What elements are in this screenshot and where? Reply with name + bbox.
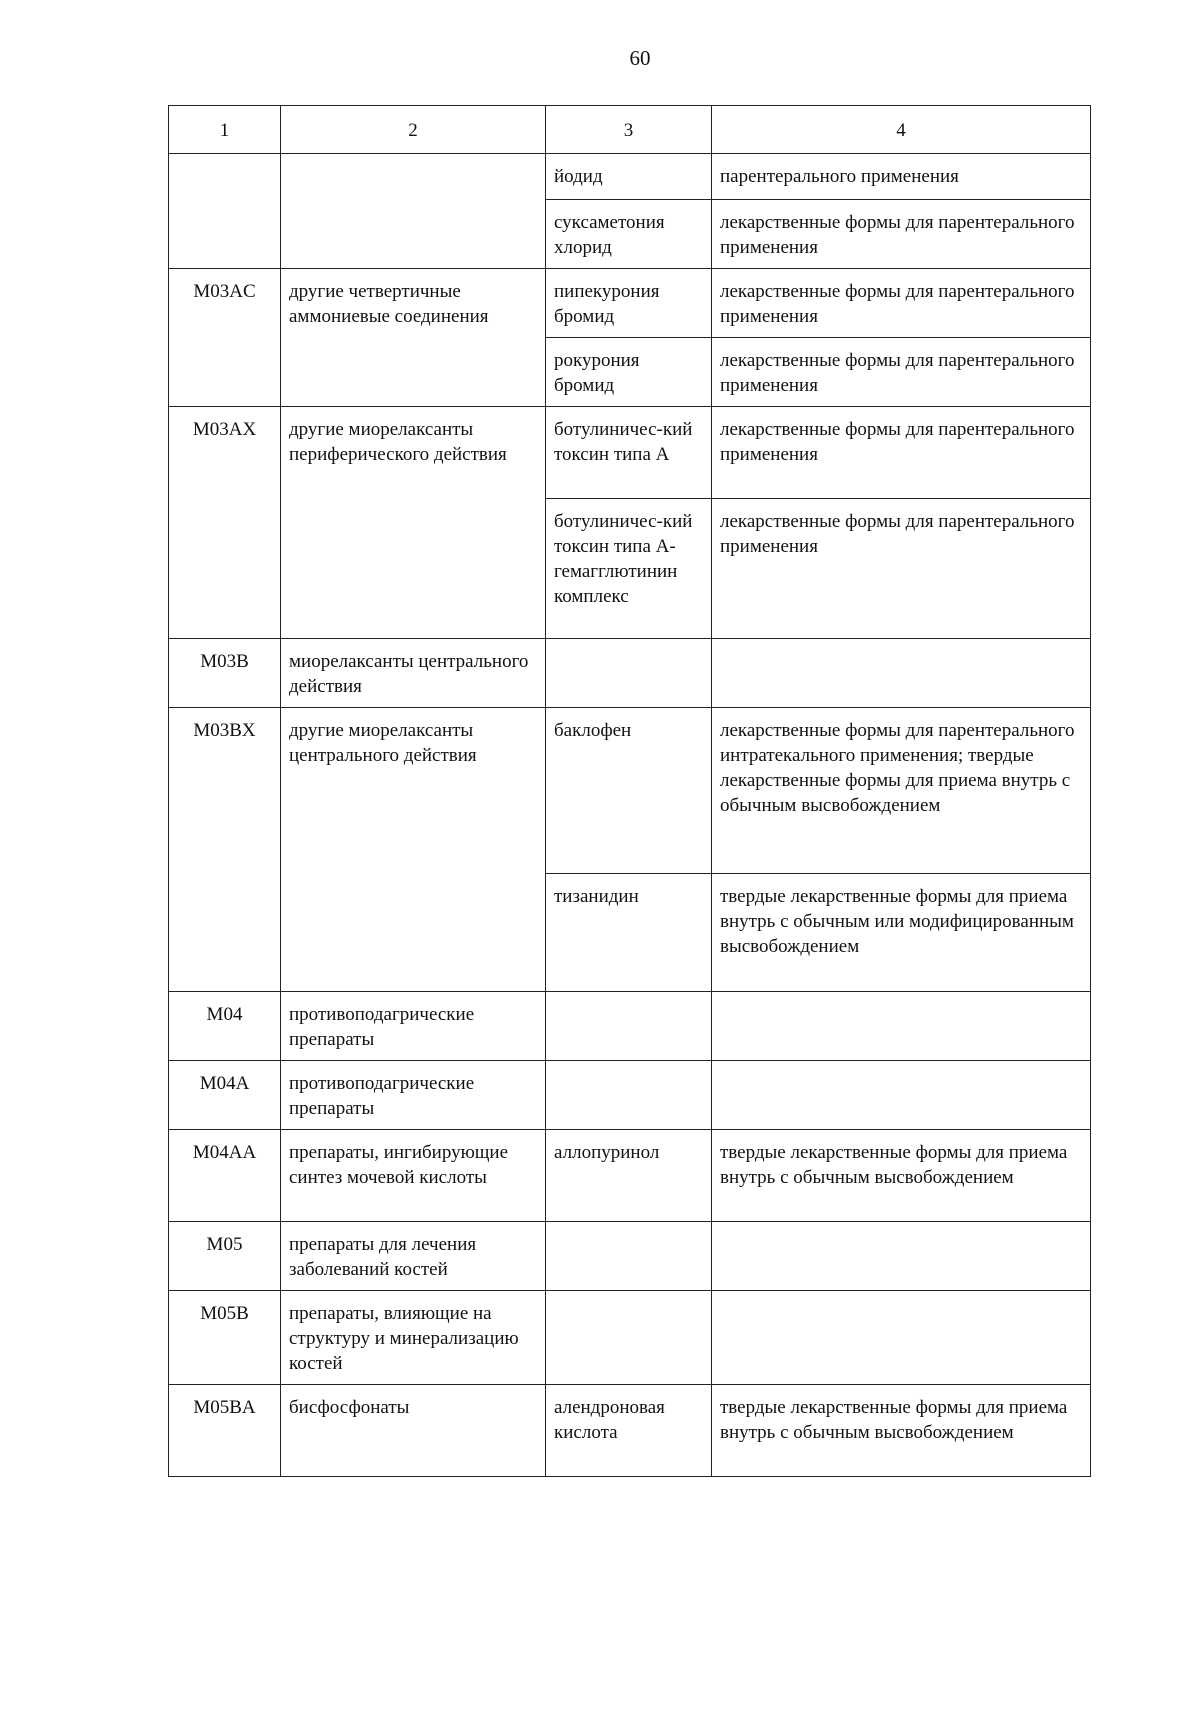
drug-name: ботулиничес-кий токсин типа А: [546, 407, 712, 499]
dosage-form: [712, 639, 1091, 708]
drug-name: суксаметония хлорид: [546, 200, 712, 269]
drug-name: [546, 639, 712, 708]
dosage-form: лекарственные формы для парентерального применения: [712, 499, 1091, 639]
dosage-form: [712, 1061, 1091, 1130]
column-header-4: 4: [712, 106, 1091, 154]
drug-name: [546, 1222, 712, 1291]
drug-name: алендроновая кислота: [546, 1385, 712, 1477]
atc-code: M03AC: [169, 269, 281, 407]
atc-code: M05BA: [169, 1385, 281, 1477]
atc-code: M05: [169, 1222, 281, 1291]
drug-name: пипекурония бромид: [546, 269, 712, 338]
drug-name: рокурония бромид: [546, 338, 712, 407]
dosage-form: [712, 1222, 1091, 1291]
table-row: [169, 1222, 1091, 1291]
atc-code: M03AX: [169, 407, 281, 639]
dosage-form: парентерального применения: [712, 154, 1091, 200]
group-name: препараты, влияющие на структуру и минерализацию костей: [281, 1291, 546, 1385]
drug-table: [168, 105, 1091, 1477]
drug-name: аллопуринол: [546, 1130, 712, 1222]
group-name: противоподагрические препараты: [281, 992, 546, 1061]
group-name: миорелаксанты центрального действия: [281, 639, 546, 708]
group-name: препараты для лечения заболеваний костей: [281, 1222, 546, 1291]
table-row: [169, 708, 1091, 874]
column-header-3: 3: [546, 106, 712, 154]
drug-name: баклофен: [546, 708, 712, 874]
atc-code: M04A: [169, 1061, 281, 1130]
drug-name: йодид: [546, 154, 712, 200]
dosage-form: [712, 992, 1091, 1061]
table-row: [169, 407, 1091, 499]
atc-code: M03B: [169, 639, 281, 708]
table-row: [169, 639, 1091, 708]
atc-code: M05B: [169, 1291, 281, 1385]
table-row: [169, 1130, 1091, 1222]
dosage-form: лекарственные формы для парентерального применения: [712, 407, 1091, 499]
dosage-form: [712, 1291, 1091, 1385]
dosage-form: лекарственные формы для парентерального применения: [712, 269, 1091, 338]
page-number: 60: [629, 46, 651, 70]
atc-code: M04: [169, 992, 281, 1061]
drug-name: тизанидин: [546, 874, 712, 992]
group-name: препараты, ингибирующие синтез мочевой кислоты: [281, 1130, 546, 1222]
group-name: другие миорелаксанты периферического действия: [281, 407, 546, 639]
dosage-form: лекарственные формы для парентерального применения: [712, 200, 1091, 269]
group-name: другие миорелаксанты центрального действия: [281, 708, 546, 992]
drug-name: ботулиничес-кий токсин типа А-гемагглютинин комплекс: [546, 499, 712, 639]
header-row: [169, 106, 1091, 154]
table-row: [169, 1061, 1091, 1130]
table-row: [169, 154, 1091, 200]
column-header-2: 2: [281, 106, 546, 154]
table-row: [169, 992, 1091, 1061]
group-name: противоподагрические препараты: [281, 1061, 546, 1130]
dosage-form: твердые лекарственные формы для приема внутрь с обычным или модифицированным высвобождением: [712, 874, 1091, 992]
drug-name: [546, 1061, 712, 1130]
group-name: бисфосфонаты: [281, 1385, 546, 1477]
dosage-form: твердые лекарственные формы для приема внутрь с обычным высвобождением: [712, 1385, 1091, 1477]
atc-code: M04AA: [169, 1130, 281, 1222]
group-name: другие четвертичные аммониевые соединения: [281, 269, 546, 407]
column-header-1: 1: [169, 106, 281, 154]
dosage-form: твердые лекарственные формы для приема внутрь с обычным высвобождением: [712, 1130, 1091, 1222]
table-row: [169, 1385, 1091, 1477]
group-name: [281, 154, 546, 269]
dosage-form: лекарственные формы для парентерального применения: [712, 338, 1091, 407]
dosage-form: лекарственные формы для парентерального интратекального применения; твердые лекарственные формы для приема внутрь с обычным высвобождением: [712, 708, 1091, 874]
drug-name: [546, 1291, 712, 1385]
table-row: [169, 269, 1091, 338]
drug-name: [546, 992, 712, 1061]
table-row: [169, 1291, 1091, 1385]
atc-code: M03BX: [169, 708, 281, 992]
atc-code: [169, 154, 281, 269]
